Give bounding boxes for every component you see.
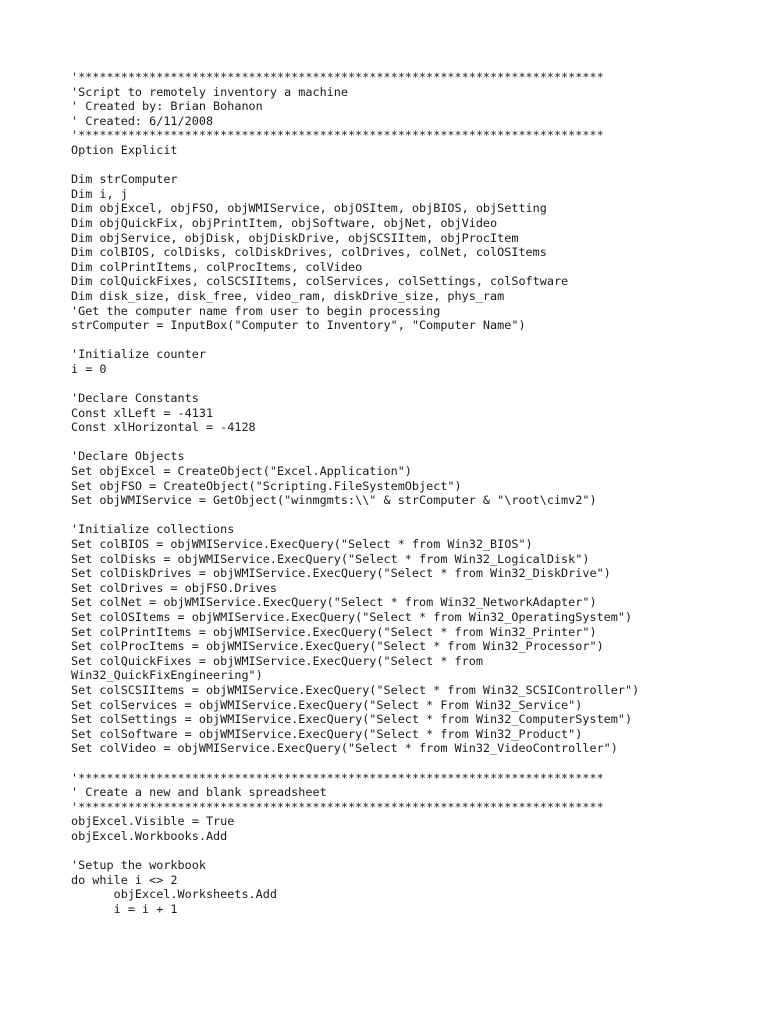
code-line: Option Explicit [71, 142, 178, 157]
code-line: Set colDiskDrives = objWMIService.ExecQuery("Select * from Win32_DiskDrive") [71, 566, 611, 581]
code-line [71, 333, 761, 348]
code-line: Win32_QuickFixEngineering") [71, 668, 263, 683]
code-line: Set objFSO = CreateObject("Scripting.FileSystemObject") [71, 478, 462, 493]
code-line: Set colQuickFixes = objWMIService.ExecQuery("Select * from [71, 653, 483, 668]
code-line: Set colVideo = objWMIService.ExecQuery("Select * from Win32_VideoController") [71, 741, 618, 756]
code-line: 'Setup the workbook [71, 858, 206, 873]
code-listing [71, 70, 761, 916]
code-line: Set colOSItems = objWMIService.ExecQuery("Select * from Win32_OperatingSystem") [71, 609, 633, 624]
code-line: 'Initialize collections [71, 522, 235, 537]
code-line: 'Get the computer name from user to begin processing [71, 303, 441, 318]
code-line [71, 508, 761, 523]
code-line: Set colDisks = objWMIService.ExecQuery("Select * from Win32_LogicalDisk") [71, 551, 590, 566]
code-line: Dim colBIOS, colDisks, colDiskDrives, colDrives, colNet, colOSItems [71, 245, 547, 260]
code-line: Set colServices = objWMIService.ExecQuery("Select * From Win32_Service") [71, 697, 583, 712]
code-line: Set colSCSIItems = objWMIService.ExecQuery("Select * from Win32_SCSIController") [71, 682, 640, 697]
code-line [71, 376, 761, 391]
code-line: '************************************************************************** [71, 70, 604, 84]
code-line: Set objWMIService = GetObject("winmgmts:\\" & strComputer & "\root\cimv2") [71, 493, 597, 508]
code-line: Dim objExcel, objFSO, objWMIService, objOSItem, objBIOS, objSetting [71, 201, 547, 216]
code-line: 'Declare Constants [71, 391, 199, 406]
code-line [71, 756, 761, 771]
code-line: Dim objQuickFix, objPrintItem, objSoftware, objNet, objVideo [71, 215, 498, 230]
code-line: '************************************************************************** [71, 770, 604, 785]
code-line: ' Create a new and blank spreadsheet [71, 785, 327, 800]
code-line: objExcel.Workbooks.Add [71, 828, 228, 843]
code-line: ' Created: 6/11/2008 [71, 113, 214, 128]
code-line: Dim disk_size, disk_free, video_ram, diskDrive_size, phys_ram [71, 288, 505, 303]
code-line [71, 158, 761, 173]
code-line: '************************************************************************** [71, 799, 604, 814]
code-line: Set colSettings = objWMIService.ExecQuery("Select * from Win32_ComputerSystem") [71, 712, 633, 727]
code-line: Dim strComputer [71, 172, 178, 187]
code-line: ' Created by: Brian Bohanon [71, 99, 263, 114]
code-line: '************************************************************************** [71, 128, 604, 143]
code-line: objExcel.Worksheets.Add [71, 887, 277, 902]
code-line: 'Script to remotely inventory a machine [71, 84, 348, 99]
code-line: Dim colPrintItems, colProcItems, colVideo [71, 259, 363, 274]
code-line [71, 435, 761, 450]
code-line: Const xlHorizontal = -4128 [71, 420, 256, 435]
code-line: Set colSoftware = objWMIService.ExecQuery("Select * from Win32_Product") [71, 726, 583, 741]
code-line: Set objExcel = CreateObject("Excel.Application") [71, 464, 412, 479]
code-line: strComputer = InputBox("Computer to Inventory", "Computer Name") [71, 318, 526, 333]
code-line: do while i <> 2 [71, 872, 178, 887]
code-line: Set colBIOS = objWMIService.ExecQuery("Select * from Win32_BIOS") [71, 537, 533, 551]
code-line: Set colNet = objWMIService.ExecQuery("Select * from Win32_NetworkAdapter") [71, 595, 597, 610]
code-line: i = i + 1 [71, 901, 178, 916]
code-line: Dim colQuickFixes, colSCSIItems, colServices, colSettings, colSoftware [71, 274, 569, 289]
code-line: Const xlLeft = -4131 [71, 405, 214, 420]
code-line: Set colProcItems = objWMIService.ExecQuery("Select * from Win32_Processor") [71, 639, 604, 654]
code-line: Set colDrives = objFSO.Drives [71, 580, 277, 595]
code-line: 'Declare Objects [71, 449, 185, 464]
code-line: objExcel.Visible = True [71, 814, 235, 829]
code-line: Dim objService, objDisk, objDiskDrive, objSCSIItem, objProcItem [71, 230, 519, 245]
code-line: 'Initialize counter [71, 347, 206, 362]
code-line: Dim i, j [71, 186, 128, 201]
code-line [71, 843, 761, 858]
code-line: Set colPrintItems = objWMIService.ExecQuery("Select * from Win32_Printer") [71, 624, 597, 639]
code-line: i = 0 [71, 361, 107, 376]
